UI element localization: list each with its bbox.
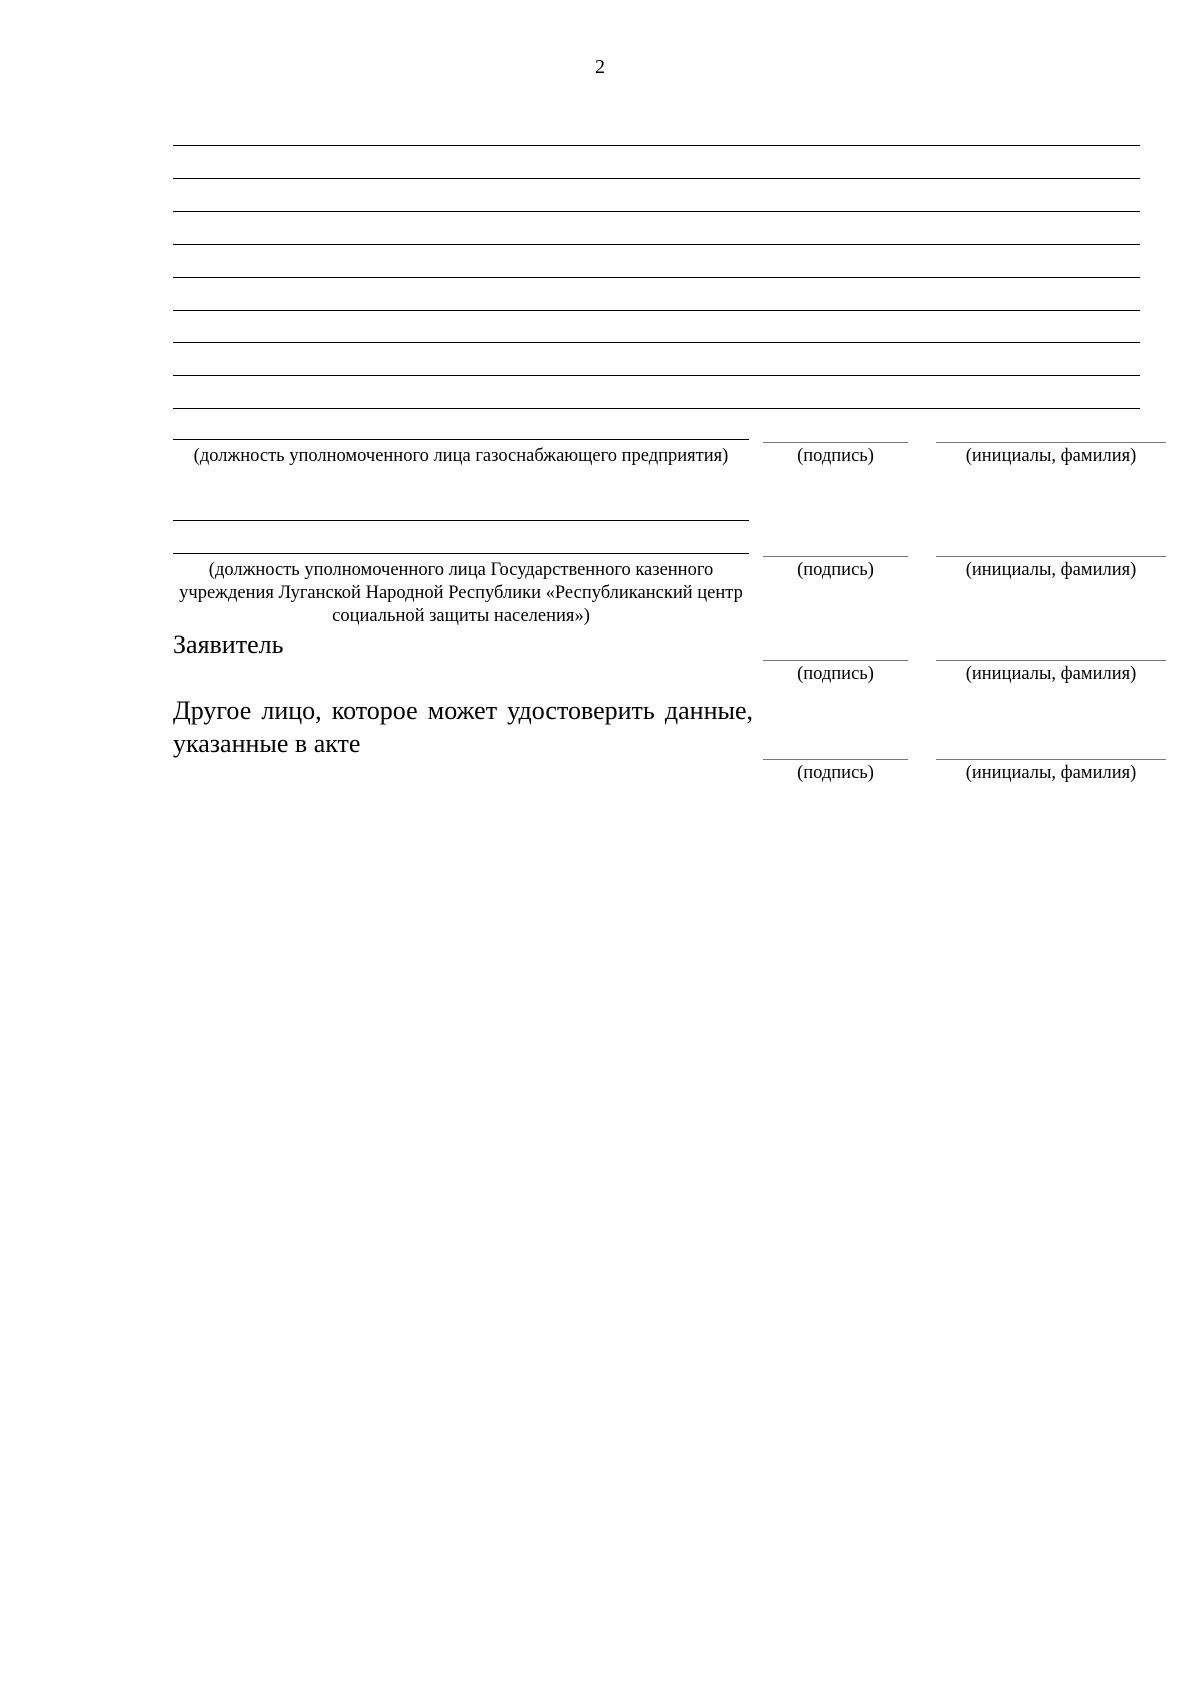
name-caption: (инициалы, фамилия) — [965, 763, 1137, 783]
blank-line — [173, 145, 1140, 146]
signature-caption: (подпись) — [797, 664, 874, 684]
signature-line — [763, 442, 908, 443]
signature-caption: (подпись) — [797, 763, 874, 783]
name-caption: (инициалы, фамилия) — [965, 664, 1137, 684]
blank-line — [173, 408, 1140, 409]
signature-caption: (подпись) — [797, 560, 874, 580]
blank-line — [173, 342, 1140, 343]
position-caption: (должность уполномоченного лица газоснабжающего предприятия) — [193, 446, 729, 466]
position-caption: (должность уполномоченного лица Государственного казенного учреждения Луганской Народной Республики «Республиканский центр социальной защиты населения») — [179, 560, 743, 626]
name-caption: (инициалы, фамилия) — [965, 446, 1137, 466]
blank-line — [173, 310, 1140, 311]
position-line — [173, 520, 749, 521]
name-caption: (инициалы, фамилия) — [965, 560, 1137, 580]
blank-line — [173, 211, 1140, 212]
blank-line — [173, 244, 1140, 245]
name-line — [936, 556, 1166, 557]
blank-line — [173, 277, 1140, 278]
blank-line — [173, 178, 1140, 179]
page-number: 2 — [595, 56, 605, 78]
position-line — [173, 553, 749, 554]
name-line — [936, 759, 1166, 760]
signature-line — [763, 556, 908, 557]
signature-caption: (подпись) — [797, 446, 874, 466]
position-line — [173, 439, 749, 440]
applicant-label: Заявитель — [173, 630, 284, 659]
other-person-label: Другое лицо, которое может удостоверить данные, указанные в акте — [173, 696, 753, 758]
name-line — [936, 442, 1166, 443]
blank-line — [173, 375, 1140, 376]
name-line — [936, 660, 1166, 661]
signature-line — [763, 660, 908, 661]
signature-line — [763, 759, 908, 760]
